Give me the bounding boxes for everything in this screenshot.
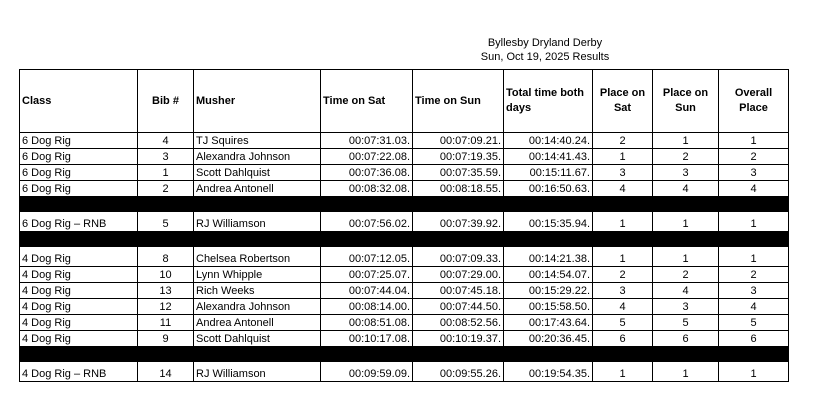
overall-place-cell: 3 <box>719 283 789 299</box>
total-time-cell: 00:14:40.24. <box>504 133 593 149</box>
column-header-place-sun: Place on Sun <box>653 70 719 133</box>
musher-cell: Lynn Whipple <box>194 267 321 283</box>
total-time-cell: 00:19:54.35. <box>504 362 593 382</box>
time-sun-cell: 00:10:19.37. <box>413 331 504 347</box>
class-cell: 4 Dog Rig <box>20 247 138 267</box>
bib-cell: 5 <box>138 212 194 232</box>
table-row <box>20 149 789 165</box>
bib-cell: 12 <box>138 299 194 315</box>
time-sat-cell: 00:07:22.08. <box>321 149 413 165</box>
overall-place-cell: 4 <box>719 299 789 315</box>
total-time-cell: 00:15:58.50. <box>504 299 593 315</box>
class-cell: 6 Dog Rig <box>20 149 138 165</box>
time-sun-cell: 00:07:35.59. <box>413 165 504 181</box>
time-sun-cell: 00:07:39.92. <box>413 212 504 232</box>
time-sun-cell: 00:08:52.56. <box>413 315 504 331</box>
bib-cell: 13 <box>138 283 194 299</box>
place-sat-cell: 3 <box>593 283 653 299</box>
musher-cell: RJ Williamson <box>194 212 321 232</box>
bib-cell: 3 <box>138 149 194 165</box>
total-time-cell: 00:14:41.43. <box>504 149 593 165</box>
class-cell: 4 Dog Rig <box>20 315 138 331</box>
class-cell: 4 Dog Rig <box>20 283 138 299</box>
place-sat-cell: 2 <box>593 133 653 149</box>
separator-bar <box>20 232 789 247</box>
time-sun-cell: 00:09:55.26. <box>413 362 504 382</box>
results-body <box>20 133 789 382</box>
class-cell: 6 Dog Rig – RNB <box>20 212 138 232</box>
overall-place-cell: 5 <box>719 315 789 331</box>
class-cell: 6 Dog Rig <box>20 133 138 149</box>
place-sat-cell: 3 <box>593 165 653 181</box>
class-cell: 6 Dog Rig <box>20 181 138 197</box>
total-time-cell: 00:15:29.22. <box>504 283 593 299</box>
place-sun-cell: 1 <box>653 362 719 382</box>
place-sun-cell: 5 <box>653 315 719 331</box>
place-sat-cell: 5 <box>593 315 653 331</box>
column-header-place-sat: Place on Sat <box>593 70 653 133</box>
column-header-musher: Musher <box>194 70 321 133</box>
event-date: Sun, Oct 19, 2025 Results <box>480 51 610 63</box>
bib-cell: 11 <box>138 315 194 331</box>
table-row <box>20 315 789 331</box>
column-header-total-time: Total time both days <box>504 70 593 133</box>
column-header-time-sat: Time on Sat <box>321 70 413 133</box>
musher-cell: Scott Dahlquist <box>194 165 321 181</box>
place-sun-cell: 3 <box>653 165 719 181</box>
column-header-bib: Bib # <box>138 70 194 133</box>
place-sun-cell: 3 <box>653 299 719 315</box>
musher-cell: RJ Williamson <box>194 362 321 382</box>
class-cell: 4 Dog Rig <box>20 299 138 315</box>
bib-cell: 9 <box>138 331 194 347</box>
time-sun-cell: 00:07:09.21. <box>413 133 504 149</box>
bib-cell: 8 <box>138 247 194 267</box>
table-row <box>20 133 789 149</box>
musher-cell: Alexandra Johnson <box>194 149 321 165</box>
musher-cell: TJ Squires <box>194 133 321 149</box>
table-row <box>20 181 789 197</box>
place-sat-cell: 6 <box>593 331 653 347</box>
place-sat-cell: 2 <box>593 267 653 283</box>
place-sun-cell: 6 <box>653 331 719 347</box>
musher-cell: Chelsea Robertson <box>194 247 321 267</box>
place-sat-cell: 1 <box>593 212 653 232</box>
overall-place-cell: 2 <box>719 267 789 283</box>
bib-cell: 4 <box>138 133 194 149</box>
column-header-time-sun: Time on Sun <box>413 70 504 133</box>
time-sat-cell: 00:07:31.03. <box>321 133 413 149</box>
place-sun-cell: 4 <box>653 283 719 299</box>
musher-cell: Andrea Antonell <box>194 315 321 331</box>
overall-place-cell: 1 <box>719 212 789 232</box>
table-row <box>20 299 789 315</box>
time-sat-cell: 00:07:44.04. <box>321 283 413 299</box>
musher-cell: Rich Weeks <box>194 283 321 299</box>
column-header-overall-place: Overall Place <box>719 70 789 133</box>
place-sun-cell: 1 <box>653 247 719 267</box>
column-header-class: Class <box>20 70 138 133</box>
total-time-cell: 00:16:50.63. <box>504 181 593 197</box>
time-sun-cell: 00:07:09.33. <box>413 247 504 267</box>
total-time-cell: 00:15:11.67. <box>504 165 593 181</box>
time-sat-cell: 00:08:32.08. <box>321 181 413 197</box>
time-sat-cell: 00:07:56.02. <box>321 212 413 232</box>
place-sat-cell: 1 <box>593 362 653 382</box>
separator-bar <box>20 347 789 362</box>
place-sat-cell: 1 <box>593 247 653 267</box>
group-separator <box>20 347 789 362</box>
overall-place-cell: 6 <box>719 331 789 347</box>
place-sat-cell: 4 <box>593 181 653 197</box>
separator-bar <box>20 197 789 212</box>
time-sun-cell: 00:08:18.55. <box>413 181 504 197</box>
table-row <box>20 247 789 267</box>
overall-place-cell: 1 <box>719 133 789 149</box>
total-time-cell: 00:17:43.64. <box>504 315 593 331</box>
table-row <box>20 212 789 232</box>
time-sat-cell: 00:09:59.09. <box>321 362 413 382</box>
musher-cell: Alexandra Johnson <box>194 299 321 315</box>
total-time-cell: 00:14:54.07. <box>504 267 593 283</box>
time-sat-cell: 00:08:14.00. <box>321 299 413 315</box>
time-sat-cell: 00:10:17.08. <box>321 331 413 347</box>
table-row <box>20 362 789 382</box>
time-sat-cell: 00:07:36.08. <box>321 165 413 181</box>
time-sun-cell: 00:07:19.35. <box>413 149 504 165</box>
musher-cell: Andrea Antonell <box>194 181 321 197</box>
place-sun-cell: 1 <box>653 212 719 232</box>
time-sun-cell: 00:07:44.50. <box>413 299 504 315</box>
total-time-cell: 00:14:21.38. <box>504 247 593 267</box>
time-sun-cell: 00:07:45.18. <box>413 283 504 299</box>
place-sat-cell: 4 <box>593 299 653 315</box>
bib-cell: 10 <box>138 267 194 283</box>
time-sun-cell: 00:07:29.00. <box>413 267 504 283</box>
time-sat-cell: 00:07:25.07. <box>321 267 413 283</box>
table-row <box>20 165 789 181</box>
place-sun-cell: 4 <box>653 181 719 197</box>
table-row <box>20 283 789 299</box>
event-title: Byllesby Dryland Derby <box>487 37 603 49</box>
bib-cell: 2 <box>138 181 194 197</box>
bib-cell: 14 <box>138 362 194 382</box>
time-sat-cell: 00:08:51.08. <box>321 315 413 331</box>
place-sun-cell: 2 <box>653 267 719 283</box>
results-title-block <box>440 36 650 64</box>
overall-place-cell: 1 <box>719 247 789 267</box>
total-time-cell: 00:15:35.94. <box>504 212 593 232</box>
place-sun-cell: 1 <box>653 133 719 149</box>
group-separator <box>20 232 789 247</box>
class-cell: 4 Dog Rig – RNB <box>20 362 138 382</box>
results-table <box>19 69 789 382</box>
place-sun-cell: 2 <box>653 149 719 165</box>
table-header-row <box>20 70 789 133</box>
overall-place-cell: 3 <box>719 165 789 181</box>
table-row <box>20 331 789 347</box>
class-cell: 6 Dog Rig <box>20 165 138 181</box>
class-cell: 4 Dog Rig <box>20 267 138 283</box>
overall-place-cell: 2 <box>719 149 789 165</box>
overall-place-cell: 1 <box>719 362 789 382</box>
time-sat-cell: 00:07:12.05. <box>321 247 413 267</box>
table-row <box>20 267 789 283</box>
musher-cell: Scott Dahlquist <box>194 331 321 347</box>
total-time-cell: 00:20:36.45. <box>504 331 593 347</box>
place-sat-cell: 1 <box>593 149 653 165</box>
class-cell: 4 Dog Rig <box>20 331 138 347</box>
overall-place-cell: 4 <box>719 181 789 197</box>
bib-cell: 1 <box>138 165 194 181</box>
group-separator <box>20 197 789 212</box>
